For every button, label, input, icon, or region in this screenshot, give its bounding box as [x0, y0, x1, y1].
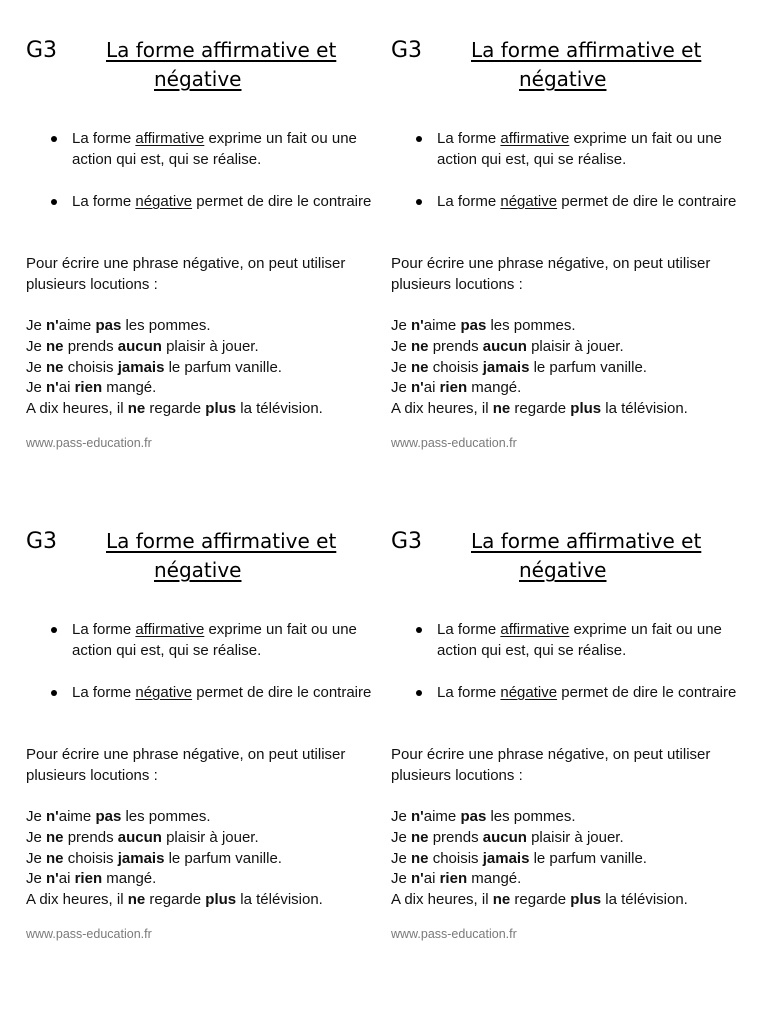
sentence-text: ai [58, 379, 75, 397]
bullet-text-after: permet de dire le contraire [192, 193, 372, 210]
bullet-text-after: exprime un fait ou une action qui est, qui se réalise. [72, 130, 357, 168]
sentence-text: Je [391, 379, 412, 397]
lesson-card [26, 521, 396, 961]
sentence-text: Je [26, 828, 47, 846]
negation-word: ne [46, 828, 64, 846]
example-sentence [26, 399, 323, 420]
title-line-1: La forme affirmative et [106, 38, 337, 62]
bullet-text-before: La forme [72, 130, 136, 147]
sentence-text: Je [26, 379, 47, 397]
lesson-card [391, 30, 761, 470]
negation-word: rien [439, 379, 468, 397]
bullet-icon [416, 136, 422, 142]
sentence-text: aime [58, 808, 96, 825]
negation-word: n' [46, 870, 59, 888]
grade-label: G3 [26, 529, 58, 554]
negation-word: ne [492, 891, 511, 909]
sentence-text: choisis [63, 358, 118, 376]
term-negative: négative [500, 193, 558, 210]
title-line-1: La forme affirmative et [471, 529, 702, 553]
sentence-text: prends [428, 337, 483, 355]
example-sentence [391, 337, 688, 358]
bullet-text-after: permet de dire le contraire [557, 193, 737, 210]
grade-label: G3 [26, 38, 58, 63]
negation-word: n' [411, 808, 424, 825]
negation-word: pas [460, 317, 487, 334]
negation-word: n' [46, 379, 59, 397]
example-sentence [26, 828, 323, 849]
sentence-text: Je [391, 337, 412, 355]
example-sentence [391, 358, 688, 379]
sentence-text: plaisir à jouer. [161, 337, 259, 355]
sentence-text: le parfum vanille. [164, 358, 282, 376]
sentence-text: le parfum vanille. [529, 849, 647, 867]
sentence-text: regarde [145, 400, 206, 418]
bullet-text-before: La forme [437, 193, 501, 210]
negation-word: n' [46, 808, 59, 825]
intro-paragraph: Pour écrire une phrase négative, on peut utiliser plusieurs locutions : [391, 746, 711, 784]
sentence-text: les pommes. [121, 317, 211, 334]
negation-word: pas [95, 317, 122, 334]
definition-negative [48, 682, 378, 703]
sentence-text: Je [26, 849, 47, 867]
negation-word: jamais [482, 849, 530, 867]
sentence-text: Je [26, 870, 47, 888]
sentence-text: regarde [510, 400, 571, 418]
negation-word: jamais [117, 849, 165, 867]
bullet-text-before: La forme [72, 684, 136, 701]
bullet-text-after: exprime un fait ou une action qui est, qui se réalise. [437, 130, 722, 168]
term-negative: négative [135, 193, 193, 210]
example-sentence [26, 849, 323, 870]
sentence-text: choisis [63, 849, 118, 867]
negation-word: n' [46, 317, 59, 334]
sentence-text: les pommes. [121, 808, 211, 825]
example-sentence [26, 358, 323, 379]
sentence-text: regarde [510, 891, 571, 909]
example-sentences [391, 807, 688, 911]
bullet-icon [51, 627, 57, 633]
example-sentence [391, 399, 688, 420]
negation-word: aucun [482, 337, 527, 355]
definition-list [48, 128, 378, 233]
term-negative: négative [135, 684, 193, 701]
sentence-text: Je [26, 337, 47, 355]
definition-affirmative [48, 128, 378, 170]
negation-word: jamais [482, 358, 530, 376]
negation-word: rien [74, 379, 103, 397]
bullet-text-after: exprime un fait ou une action qui est, qui se réalise. [437, 621, 722, 659]
example-sentence [391, 849, 688, 870]
website-footer: www.pass-education.fr [391, 436, 517, 450]
title-line-1: La forme affirmative et [471, 38, 702, 62]
definition-affirmative [413, 619, 743, 661]
title-line-2: négative [154, 558, 242, 582]
definition-affirmative [413, 128, 743, 170]
example-sentences [26, 316, 323, 420]
example-sentence [26, 378, 323, 399]
grade-label: G3 [391, 529, 423, 554]
intro-paragraph: Pour écrire une phrase négative, on peut utiliser plusieurs locutions : [26, 746, 346, 784]
grade-label: G3 [391, 38, 423, 63]
sentence-text: la télévision. [236, 400, 323, 418]
card-title [471, 36, 701, 94]
sentence-text: Je [26, 808, 47, 825]
negation-word: ne [127, 891, 146, 909]
intro-paragraph: Pour écrire une phrase négative, on peut utiliser plusieurs locutions : [391, 255, 711, 293]
sentence-text: plaisir à jouer. [526, 337, 624, 355]
sentence-text: Je [391, 317, 412, 334]
example-sentence [26, 869, 323, 890]
sentence-text: la télévision. [236, 891, 323, 909]
example-sentence [391, 316, 688, 337]
bullet-text-before: La forme [437, 621, 501, 638]
title-line-1: La forme affirmative et [106, 529, 337, 553]
bullet-text-after: exprime un fait ou une action qui est, qui se réalise. [72, 621, 357, 659]
bullet-icon [416, 199, 422, 205]
term-affirmative: affirmative [135, 130, 205, 147]
bullet-text-after: permet de dire le contraire [192, 684, 372, 701]
sentence-text: A dix heures, il [26, 891, 128, 909]
example-sentence [391, 890, 688, 911]
sentence-text: plaisir à jouer. [161, 828, 259, 846]
sentence-text: aime [423, 317, 461, 334]
bullet-text-before: La forme [72, 193, 136, 210]
sentence-text: la télévision. [601, 891, 688, 909]
bullet-icon [51, 136, 57, 142]
sentence-text: Je [391, 870, 412, 888]
example-sentence [391, 828, 688, 849]
sentence-text: mangé. [102, 379, 157, 397]
bullet-icon [51, 199, 57, 205]
sentence-text: le parfum vanille. [529, 358, 647, 376]
bullet-text-before: La forme [437, 130, 501, 147]
bullet-text-before: La forme [437, 684, 501, 701]
lesson-card [26, 30, 396, 470]
sentence-text: les pommes. [486, 317, 576, 334]
sentence-text: choisis [428, 849, 483, 867]
card-title [106, 36, 336, 94]
sentence-text: les pommes. [486, 808, 576, 825]
title-line-2: négative [519, 558, 607, 582]
term-affirmative: affirmative [500, 130, 570, 147]
sentence-text: Je [26, 358, 47, 376]
term-affirmative: affirmative [500, 621, 570, 638]
sentence-text: A dix heures, il [391, 400, 493, 418]
example-sentences [391, 316, 688, 420]
negation-word: plus [205, 891, 237, 909]
definition-list [413, 128, 743, 233]
definition-negative [413, 682, 743, 703]
negation-word: aucun [482, 828, 527, 846]
example-sentence [391, 378, 688, 399]
sentence-text: le parfum vanille. [164, 849, 282, 867]
lesson-card [391, 521, 761, 961]
sentence-text: prends [63, 337, 118, 355]
definition-affirmative [48, 619, 378, 661]
negation-word: rien [439, 870, 468, 888]
negation-word: ne [46, 849, 64, 867]
definition-negative [48, 191, 378, 212]
negation-word: jamais [117, 358, 165, 376]
card-title [471, 527, 701, 585]
website-footer: www.pass-education.fr [391, 927, 517, 941]
negation-word: plus [205, 400, 237, 418]
sentence-text: aime [423, 808, 461, 825]
sentence-text: regarde [145, 891, 206, 909]
bullet-icon [416, 690, 422, 696]
bullet-text-before: La forme [72, 621, 136, 638]
sentence-text: Je [391, 828, 412, 846]
definition-list [48, 619, 378, 724]
sentence-text: ai [58, 870, 75, 888]
sentence-text: ai [423, 379, 440, 397]
negation-word: ne [411, 849, 429, 867]
title-line-2: négative [154, 67, 242, 91]
negation-word: ne [127, 400, 146, 418]
sentence-text: prends [63, 828, 118, 846]
sentence-text: ai [423, 870, 440, 888]
example-sentence [26, 316, 323, 337]
negation-word: pas [460, 808, 487, 825]
sentence-text: mangé. [102, 870, 157, 888]
example-sentence [26, 890, 323, 911]
negation-word: aucun [117, 828, 162, 846]
intro-paragraph: Pour écrire une phrase négative, on peut utiliser plusieurs locutions : [26, 255, 346, 293]
sentence-text: la télévision. [601, 400, 688, 418]
example-sentences [26, 807, 323, 911]
sentence-text: Je [391, 358, 412, 376]
example-sentence [26, 807, 323, 828]
negation-word: rien [74, 870, 103, 888]
definition-negative [413, 191, 743, 212]
bullet-icon [51, 690, 57, 696]
negation-word: aucun [117, 337, 162, 355]
negation-word: ne [492, 400, 511, 418]
sentence-text: mangé. [467, 379, 522, 397]
sentence-text: A dix heures, il [26, 400, 128, 418]
website-footer: www.pass-education.fr [26, 927, 152, 941]
negation-word: ne [46, 358, 64, 376]
negation-word: n' [411, 870, 424, 888]
bullet-icon [416, 627, 422, 633]
negation-word: n' [411, 317, 424, 334]
card-title [106, 527, 336, 585]
negation-word: ne [411, 828, 429, 846]
sentence-text: A dix heures, il [391, 891, 493, 909]
term-affirmative: affirmative [135, 621, 205, 638]
negation-word: plus [570, 400, 602, 418]
negation-word: ne [411, 358, 429, 376]
negation-word: pas [95, 808, 122, 825]
sentence-text: mangé. [467, 870, 522, 888]
title-line-2: négative [519, 67, 607, 91]
sentence-text: Je [391, 808, 412, 825]
sentence-text: Je [26, 317, 47, 334]
negation-word: n' [411, 379, 424, 397]
sentence-text: Je [391, 849, 412, 867]
definition-list [413, 619, 743, 724]
website-footer: www.pass-education.fr [26, 436, 152, 450]
sentence-text: aime [58, 317, 96, 334]
example-sentence [391, 807, 688, 828]
sentence-text: plaisir à jouer. [526, 828, 624, 846]
negation-word: ne [46, 337, 64, 355]
example-sentence [391, 869, 688, 890]
bullet-text-after: permet de dire le contraire [557, 684, 737, 701]
negation-word: plus [570, 891, 602, 909]
sentence-text: prends [428, 828, 483, 846]
example-sentence [26, 337, 323, 358]
sentence-text: choisis [428, 358, 483, 376]
negation-word: ne [411, 337, 429, 355]
term-negative: négative [500, 684, 558, 701]
